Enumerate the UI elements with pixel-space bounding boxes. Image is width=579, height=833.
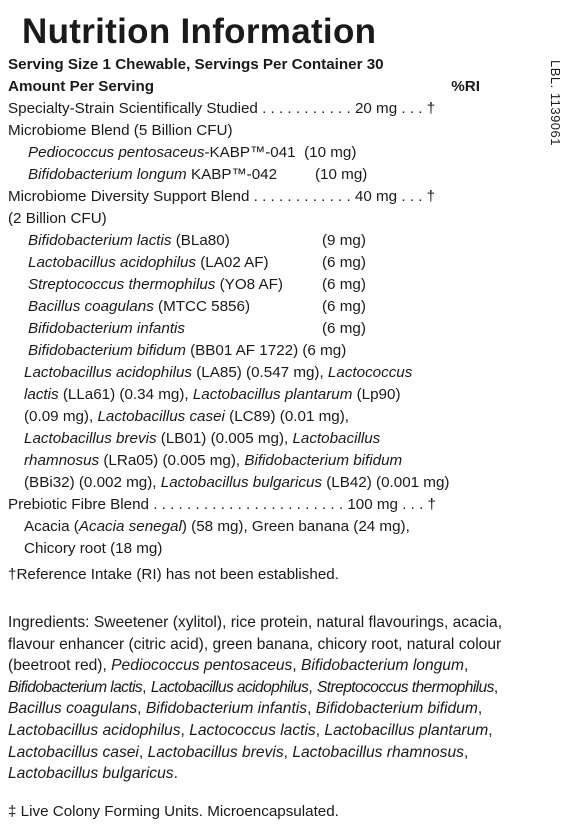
strain-name: Streptococcus thermophilus xyxy=(28,276,216,293)
ingredient-species: Bifidobacterium bifidum xyxy=(315,700,478,718)
panel-title: Nutrition Information xyxy=(22,12,377,51)
label-number: LBL. 1139061 xyxy=(548,60,563,146)
strain-amount: (10 mg) xyxy=(304,144,357,161)
ingredients-text: , xyxy=(137,700,146,718)
row-amount: 20 mg xyxy=(354,100,398,117)
ingredient-species: Lactobacillus bulgaricus xyxy=(8,765,174,783)
strain-name: lactis xyxy=(24,386,59,403)
specialty-strain-row xyxy=(8,98,480,120)
strain-name: Lactobacillus casei xyxy=(97,408,225,425)
strain-name: rhamnosus xyxy=(24,452,100,469)
ingredient-species: Bifidobacterium longum xyxy=(301,657,464,675)
strain-name: Lactobacillus acidophilus xyxy=(28,254,197,271)
ingredients-text: , xyxy=(292,657,302,675)
strain-code: (LA02 AF) xyxy=(196,254,269,271)
strain-para-line xyxy=(8,472,480,494)
strain-detail: (LRa05) (0.005 mg), xyxy=(99,452,245,469)
ri-mark: . . . † xyxy=(397,496,436,513)
ingredient-species: Lactobacillus acidophilus xyxy=(150,678,309,696)
strain-para-line xyxy=(8,384,480,406)
ri-mark: . . . † xyxy=(397,188,436,205)
prebiotic-blend-row xyxy=(8,494,480,516)
row-amount: 40 mg xyxy=(354,188,398,205)
strain-code: KABP™-042 xyxy=(186,166,278,183)
strain-code: (YO8 AF) xyxy=(215,276,283,293)
amount-per-serving-header: Amount Per Serving xyxy=(8,78,154,95)
prebiotic-text: ) (58 mg), Green banana (24 mg), xyxy=(181,518,410,535)
ingredients-text: , xyxy=(488,721,493,739)
strain-name: Bifidobacterium infantis xyxy=(28,320,186,337)
leader-dots: . . . . . . . . . . . xyxy=(257,100,355,117)
strain-code: -KABP™-041 xyxy=(204,144,296,161)
ingredient-species: Bacillus coagulans xyxy=(8,700,138,718)
strain-name: Bifidobacterium lactis xyxy=(28,232,172,249)
ri-header: %RI xyxy=(451,78,480,95)
row-label: Specialty-Strain Scientifically Studied xyxy=(8,100,258,117)
strain-name: Pediococcus pentosaceus xyxy=(28,144,205,161)
ingredient-species: Lactobacillus casei xyxy=(8,743,139,761)
leader-dots: . . . . . . . . . . . . . . . . . . . . . . . xyxy=(148,496,348,513)
strain-amount: (6 mg) xyxy=(322,276,366,293)
strain-row xyxy=(8,164,480,186)
ingredients-text: , xyxy=(477,700,483,718)
strain-detail: (LC89) (0.01 mg), xyxy=(224,408,349,425)
ingredients-text: . xyxy=(173,765,178,783)
ingredients-text: , xyxy=(493,678,499,696)
ingredients-text: , xyxy=(308,678,317,696)
ingredients-text: , xyxy=(283,743,293,761)
diversity-cfu: (2 Billion CFU) xyxy=(8,210,107,227)
strain-para-line xyxy=(8,362,480,384)
strain-name: Lactobacillus plantarum xyxy=(192,386,353,403)
strain-name: Bacillus coagulans xyxy=(28,298,154,315)
strain-detail: (LLa61) (0.34 mg), xyxy=(58,386,193,403)
ingredients-text: , xyxy=(138,743,148,761)
strain-row xyxy=(8,230,480,252)
microbiome-blend-row: Microbiome Blend (5 Billion CFU) xyxy=(8,122,233,139)
nutrition-panel xyxy=(8,54,480,560)
strain-row xyxy=(8,252,480,274)
row-label: Prebiotic Fibre Blend xyxy=(8,496,149,513)
ingredients-list xyxy=(8,612,538,785)
leader-dots: . . . . . . . . . . . . xyxy=(249,188,355,205)
strain-detail: (LA85) (0.547 mg), xyxy=(192,364,328,381)
strain-code: (BLa80) xyxy=(171,232,230,249)
ingredient-species: Lactobacillus plantarum xyxy=(324,721,489,739)
ingredient-species: Lactococcus lactis xyxy=(189,721,316,739)
strain-name: Lactobacillus acidophilus xyxy=(24,364,193,381)
ingredient-species: Bifidobacterium lactis xyxy=(8,678,143,696)
row-amount: 100 mg xyxy=(347,496,398,513)
strain-name: Bifidobacterium bifidum xyxy=(244,452,403,469)
strain-para-line xyxy=(8,428,480,450)
ingredients-text: , xyxy=(463,657,469,675)
strain-row xyxy=(8,296,480,318)
ingredient-species: Bifidobacterium infantis xyxy=(145,700,308,718)
reference-note: †Reference Intake (RI) has not been established. xyxy=(8,566,339,583)
diversity-blend-row xyxy=(8,186,480,208)
ingredients-text: Ingredients: Sweetener (xylitol), rice protein, natural flavourings, acacia, flavour enhancer (citric acid), green banana, chicory root, natural colour (beetroot red), xyxy=(8,614,503,675)
ingredient-species: Pediococcus pentosaceus xyxy=(111,657,293,675)
strain-name: Bifidobacterium bifidum xyxy=(28,342,186,359)
strain-para-line xyxy=(8,406,480,428)
strain-row xyxy=(8,274,480,296)
strain-code: (BB01 AF 1722) xyxy=(185,342,303,359)
strain-code: (MTCC 5856) xyxy=(153,298,251,315)
strain-detail: (LB01) (0.005 mg), xyxy=(156,430,293,447)
prebiotic-detail xyxy=(8,516,480,538)
strain-row xyxy=(8,340,480,362)
ingredient-species: Streptococcus thermophilus xyxy=(317,678,494,696)
strain-name: Bifidobacterium longum xyxy=(28,166,187,183)
strain-amount: (6 mg) xyxy=(302,342,347,359)
strain-amount: (6 mg) xyxy=(322,254,366,271)
strain-para-line xyxy=(8,450,480,472)
row-label: Microbiome Diversity Support Blend xyxy=(8,188,250,205)
strain-name: Lactococcus xyxy=(327,364,413,381)
ingredients-text: , xyxy=(463,743,469,761)
strain-name: Lactobacillus bulgaricus xyxy=(160,474,322,491)
ingredients-text: , xyxy=(307,700,316,718)
strain-amount: (6 mg) xyxy=(322,298,366,315)
ingredient-species: Lactobacillus brevis xyxy=(147,743,284,761)
strain-amount: (9 mg) xyxy=(322,232,366,249)
strain-detail: (Lp90) xyxy=(352,386,401,403)
strain-row xyxy=(8,318,480,340)
strain-amount: (10 mg) xyxy=(315,166,368,183)
ri-mark: . . . † xyxy=(397,100,436,117)
prebiotic-detail: Chicory root (18 mg) xyxy=(24,540,163,557)
ingredients-text: , xyxy=(315,721,325,739)
strain-name: Lactobacillus xyxy=(292,430,381,447)
strain-detail: (0.09 mg), xyxy=(24,408,98,425)
footnote: ‡ Live Colony Forming Units. Microencapsulated. xyxy=(8,803,339,820)
prebiotic-text: Acacia ( xyxy=(24,518,79,535)
header-row xyxy=(8,76,480,98)
prebiotic-species: Acacia senegal xyxy=(78,518,182,535)
strain-amount: (6 mg) xyxy=(322,320,366,337)
ingredients-text: , xyxy=(180,721,190,739)
strain-detail: (LB42) (0.001 mg) xyxy=(322,474,450,491)
strain-detail: (BBi32) (0.002 mg), xyxy=(24,474,161,491)
serving-size: Serving Size 1 Chewable, Servings Per Container 30 xyxy=(8,56,384,73)
ingredients-text: , xyxy=(142,678,151,696)
strain-row xyxy=(8,142,480,164)
ingredient-species: Lactobacillus rhamnosus xyxy=(292,743,464,761)
strain-name: Lactobacillus brevis xyxy=(24,430,157,447)
ingredient-species: Lactobacillus acidophilus xyxy=(8,721,181,739)
